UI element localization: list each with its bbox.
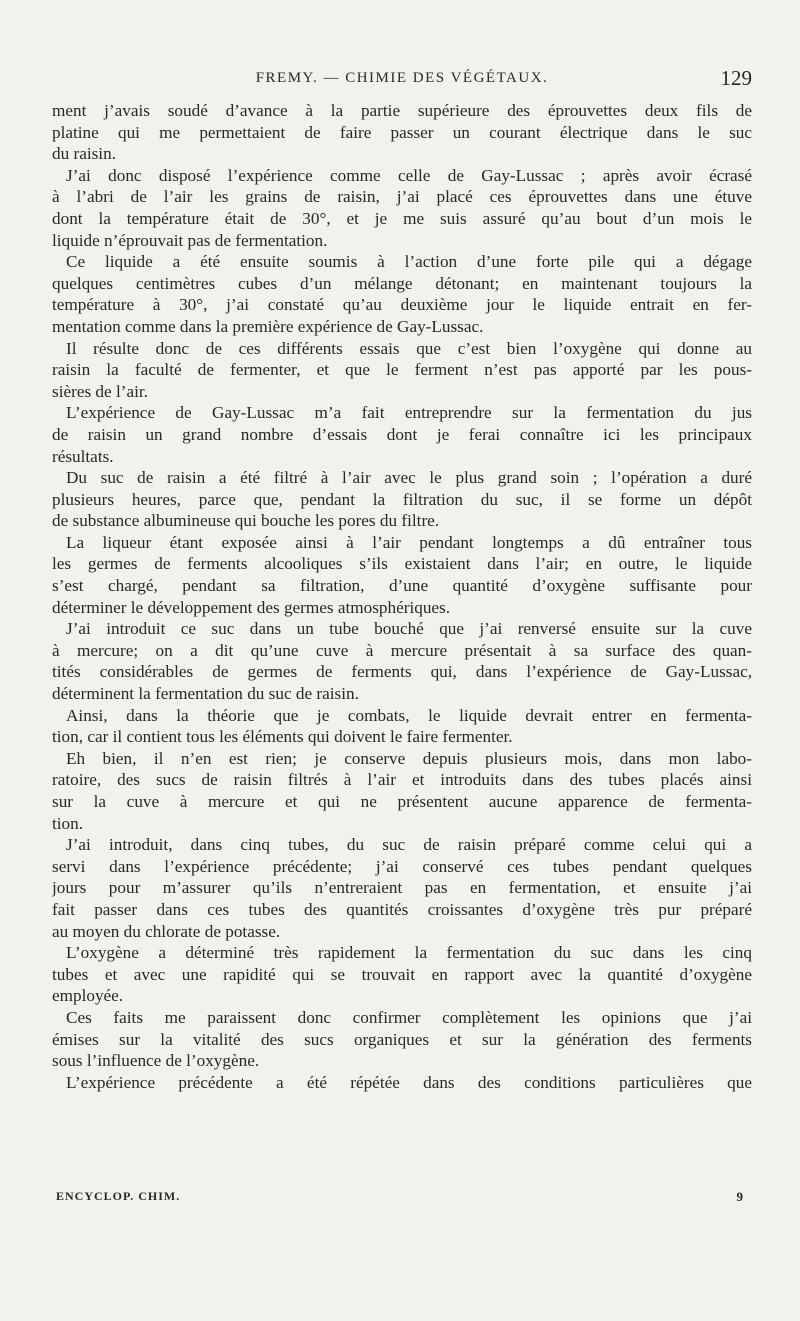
page-footer	[56, 1189, 752, 1207]
text-line: de raisin un grand nombre d’essais dont je ferai connaître ici les principaux	[52, 424, 752, 444]
text-line: tubes et avec une rapidité qui se trouvait en rapport avec la quantité d’oxygène	[52, 964, 752, 984]
text-line: au moyen du chlorate de potasse.	[52, 921, 281, 941]
text-line: ratoire, des sucs de raisin filtrés à l’air et introduits dans des tubes placés ainsi	[52, 770, 752, 790]
text-line: raisin la faculté de fermenter, et que le ferment n’est pas apporté par les pous-	[52, 360, 752, 380]
text-line: platine qui me permettaient de faire passer un courant électrique dans le suc	[52, 122, 752, 142]
text-line: J’ai introduit, dans cinq tubes, du suc de raisin préparé comme celui qui a	[66, 835, 752, 855]
footer-signature: ENCYCLOP. CHIM.	[56, 1189, 181, 1203]
text-line: à mercure; on a dit qu’une cuve à mercure présentait à sa surface des quan-	[52, 640, 752, 660]
text-line: ment j’avais soudé d’avance à la partie supérieure des éprouvettes deux fils de	[52, 101, 752, 120]
text-line: L’expérience de Gay-Lussac m’a fait entreprendre sur la fermentation du jus	[66, 403, 752, 423]
text-line: J’ai donc disposé l’expérience comme celle de Gay-Lussac ; après avoir écrasé	[66, 165, 752, 185]
text-line: sous l’influence de l’oxygène.	[52, 1051, 260, 1071]
running-header	[52, 66, 752, 96]
text-line: Ce liquide a été ensuite soumis à l’action d’une forte pile qui a dégage	[66, 252, 752, 272]
text-line: plusieurs heures, parce que, pendant la filtration du suc, il se forme un dépôt	[52, 489, 752, 509]
page-number: 129	[720, 66, 752, 90]
text-line: jours pour m’assurer qu’ils n’entreraient pas en fermentation, et ensuite j’ai	[52, 878, 752, 898]
text-line: du raisin.	[52, 144, 116, 164]
text-line: dont la température était de 30°, et je me suis assuré qu’au bout d’un mois le	[52, 208, 752, 228]
text-line: sières de l’air.	[52, 381, 148, 401]
text-line: résultats.	[52, 446, 114, 466]
text-line: L’expérience précédente a été répétée dans des conditions particulières que	[66, 1072, 752, 1092]
text-line: tion, car il contient tous les éléments qui doivent le faire fermenter.	[52, 727, 513, 747]
text-line: mentation comme dans la première expérience de Gay-Lussac.	[52, 316, 484, 336]
text-line: sur la cuve à mercure et qui ne présentent aucune apparence de fermenta-	[52, 792, 752, 811]
text-line: quelques centimètres cubes d’un mélange détonant; en maintenant toujours la	[52, 273, 752, 293]
text-line: servi dans l’expérience précédente; j’ai conservé ces tubes pendant quelques	[52, 856, 752, 876]
text-line: employée.	[52, 986, 124, 1006]
text-line: à l’abri de l’air les grains de raisin, j’ai placé ces éprouvettes dans une étuve	[52, 187, 752, 207]
text-line: Il résulte donc de ces différents essais que c’est bien l’oxygène qui donne au	[66, 338, 752, 358]
text-line: liquide n’éprouvait pas de fermentation.	[52, 230, 328, 250]
text-line: tion.	[52, 813, 84, 833]
text-line: Ainsi, dans la théorie que je combats, le liquide devrait entrer en fermenta-	[66, 705, 752, 725]
text-line: tités considérables de germes de ferments qui, dans l’expérience de Gay-Lussac,	[52, 662, 752, 682]
text-line: s’est chargé, pendant sa filtration, d’une quantité d’oxygène suffisante pour	[52, 576, 752, 596]
sheet-number: 9	[736, 1189, 744, 1204]
text-line: température à 30°, j’ai constaté qu’au deuxième jour le liquide entrait en fer-	[52, 295, 752, 315]
text-line: L’oxygène a déterminé très rapidement la fermentation du suc dans les cinq	[66, 943, 752, 963]
text-line: déterminer le développement des germes atmosphériques.	[52, 597, 451, 617]
text-line: Du suc de raisin a été filtré à l’air avec le plus grand soin ; l’opération a duré	[66, 468, 752, 488]
body-text	[52, 100, 752, 1093]
text-line: déterminent la fermentation du suc de raisin.	[52, 684, 359, 704]
text-line: Eh bien, il n’en est rien; je conserve depuis plusieurs mois, dans mon labo-	[66, 748, 752, 768]
running-title: FREMY. — CHIMIE DES VÉGÉTAUX.	[255, 70, 549, 86]
text-line: de substance albumineuse qui bouche les pores du filtre.	[52, 511, 440, 531]
text-line: Ces faits me paraissent donc confirmer complètement les opinions que j’ai	[66, 1007, 752, 1027]
text-line: émises sur la vitalité des sucs organiques et sur la génération des ferments	[52, 1029, 752, 1049]
text-line: J’ai introduit ce suc dans un tube bouché que j’ai renversé ensuite sur la cuve	[66, 619, 752, 639]
text-line: les germes de ferments alcooliques s’ils existaient dans l’air; en outre, le liquide	[52, 554, 752, 574]
text-line: fait passer dans ces tubes des quantités croissantes d’oxygène très pur préparé	[52, 899, 752, 919]
text-line: La liqueur étant exposée ainsi à l’air pendant longtemps a dû entraîner tous	[66, 532, 752, 552]
